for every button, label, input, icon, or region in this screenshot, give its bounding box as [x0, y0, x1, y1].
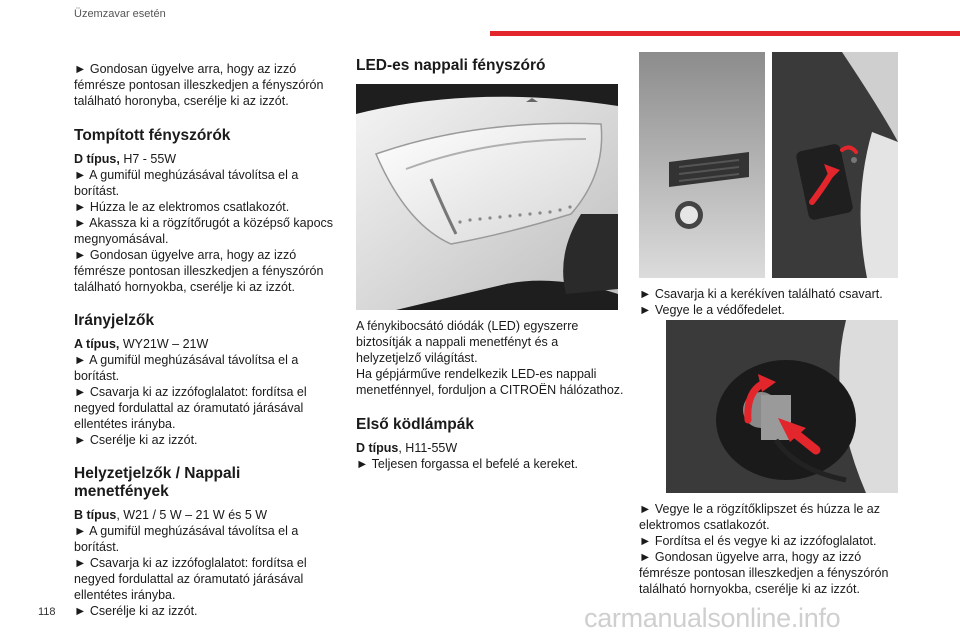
led-headlight-drawing	[356, 84, 618, 310]
watermark-text: carmanualsonline.info	[584, 603, 841, 633]
left-column	[74, 61, 336, 619]
low-beam-step-4: ► Gondosan ügyelve arra, hogy az izzó fémrésze pontosan illeszkedjen a fényszórón található hornyokba, cserélje ki az izzót.	[74, 248, 324, 294]
low-beam-step-3: ► Akassza ki a rögzítőrugót a középső kapocs megnyomásával.	[74, 216, 334, 246]
low-beam-step-1: ► A gumifül meghúzásával távolítsa el a borítást.	[74, 168, 299, 198]
intro-text: ► Gondosan ügyelve arra, hogy az izzó fémrésze pontosan illeszkedjen a fényszórón található horonyba, cserélje ki az izzót.	[74, 62, 324, 108]
position-lights-type	[74, 507, 336, 523]
bulb-holder-illustration	[666, 320, 898, 493]
right-steps-b	[639, 501, 901, 597]
position-lights-type-label: B típus	[74, 508, 117, 522]
indicators-type	[74, 336, 336, 352]
position-lights-type-value: , W21 / 5 W – 21 W és 5 W	[116, 508, 268, 522]
right-step-b-3: ► Gondosan ügyelve arra, hogy az izzó fémrésze pontosan illeszkedjen a fényszórón található hornyokba, cserélje ki az izzót.	[639, 550, 889, 596]
wheel-arch-drawing	[772, 52, 898, 278]
fog-lamp-drawing	[639, 52, 765, 278]
led-headlight-illustration	[356, 84, 618, 310]
right-step-b-1: ► Vegye le a rögzítőklipszet és húzza le az elektromos csatlakozót.	[639, 502, 880, 532]
indicators-step-3: ► Cserélje ki az izzót.	[74, 433, 198, 447]
low-beam-type-value: H7 - 55W	[119, 152, 177, 166]
fog-heading: Első ködlámpák	[356, 416, 475, 433]
fog-lamp-illustration	[639, 52, 765, 278]
low-beam-step-2: ► Húzza le az elektromos csatlakozót.	[74, 200, 290, 214]
fog-step-1: ► Teljesen forgassa el befelé a kereket.	[356, 457, 578, 471]
fog-type-value: , H11-55W	[398, 441, 458, 455]
indicators-type-label: A típus,	[74, 337, 120, 351]
indicators-heading: Irányjelzők	[74, 312, 155, 329]
indicators-step-2: ► Csavarja ki az izzófoglalatot: fordítsa el negyed fordulattal az óramutató járásával ellentétes irányba.	[74, 385, 307, 431]
position-lights-step-1: ► A gumifül meghúzásával távolítsa el a borítást.	[74, 524, 299, 554]
bulb-holder-drawing	[666, 320, 898, 493]
fog-type	[356, 440, 624, 456]
low-beam-heading: Tompított fényszórók	[74, 127, 231, 144]
low-beam-type	[74, 151, 336, 167]
wheel-arch-illustration	[772, 52, 898, 278]
right-step-a-2: ► Vegye le a védőfedelet.	[639, 303, 785, 317]
low-beam-type-label: D típus,	[74, 152, 120, 166]
led-heading: LED-es nappali fényszóró	[356, 57, 546, 74]
right-step-b-2: ► Fordítsa el és vegye ki az izzófoglalatot.	[639, 534, 877, 548]
fog-type-label: D típus	[356, 441, 399, 455]
led-text-2: Ha gépjárműve rendelkezik LED-es nappali menetfénnyel, forduljon a CITROËN hálózathoz.	[356, 367, 624, 397]
right-steps-a	[639, 286, 901, 318]
position-lights-step-2: ► Csavarja ki az izzófoglalatot: fordítsa el negyed fordulattal az óramutató járásával ellentétes irányba.	[74, 556, 307, 602]
indicators-step-1: ► A gumifül meghúzásával távolítsa el a borítást.	[74, 353, 299, 383]
indicators-type-value: WY21W – 21W	[119, 337, 209, 351]
middle-column	[356, 318, 624, 472]
position-lights-heading: Helyzetjelzők / Nappali menetfények	[74, 465, 241, 500]
led-text-1: A fénykibocsátó diódák (LED) egyszerre biztosítják a nappali menetfényt és a helyzetjelző világítást.	[356, 319, 579, 365]
right-step-a-1: ► Csavarja ki a kerékíven található csavart.	[639, 287, 883, 301]
header-accent-bar	[490, 31, 960, 36]
page-number: 118	[38, 606, 56, 618]
section-title: Üzemzavar esetén	[74, 8, 166, 20]
position-lights-step-3: ► Cserélje ki az izzót.	[74, 604, 198, 618]
